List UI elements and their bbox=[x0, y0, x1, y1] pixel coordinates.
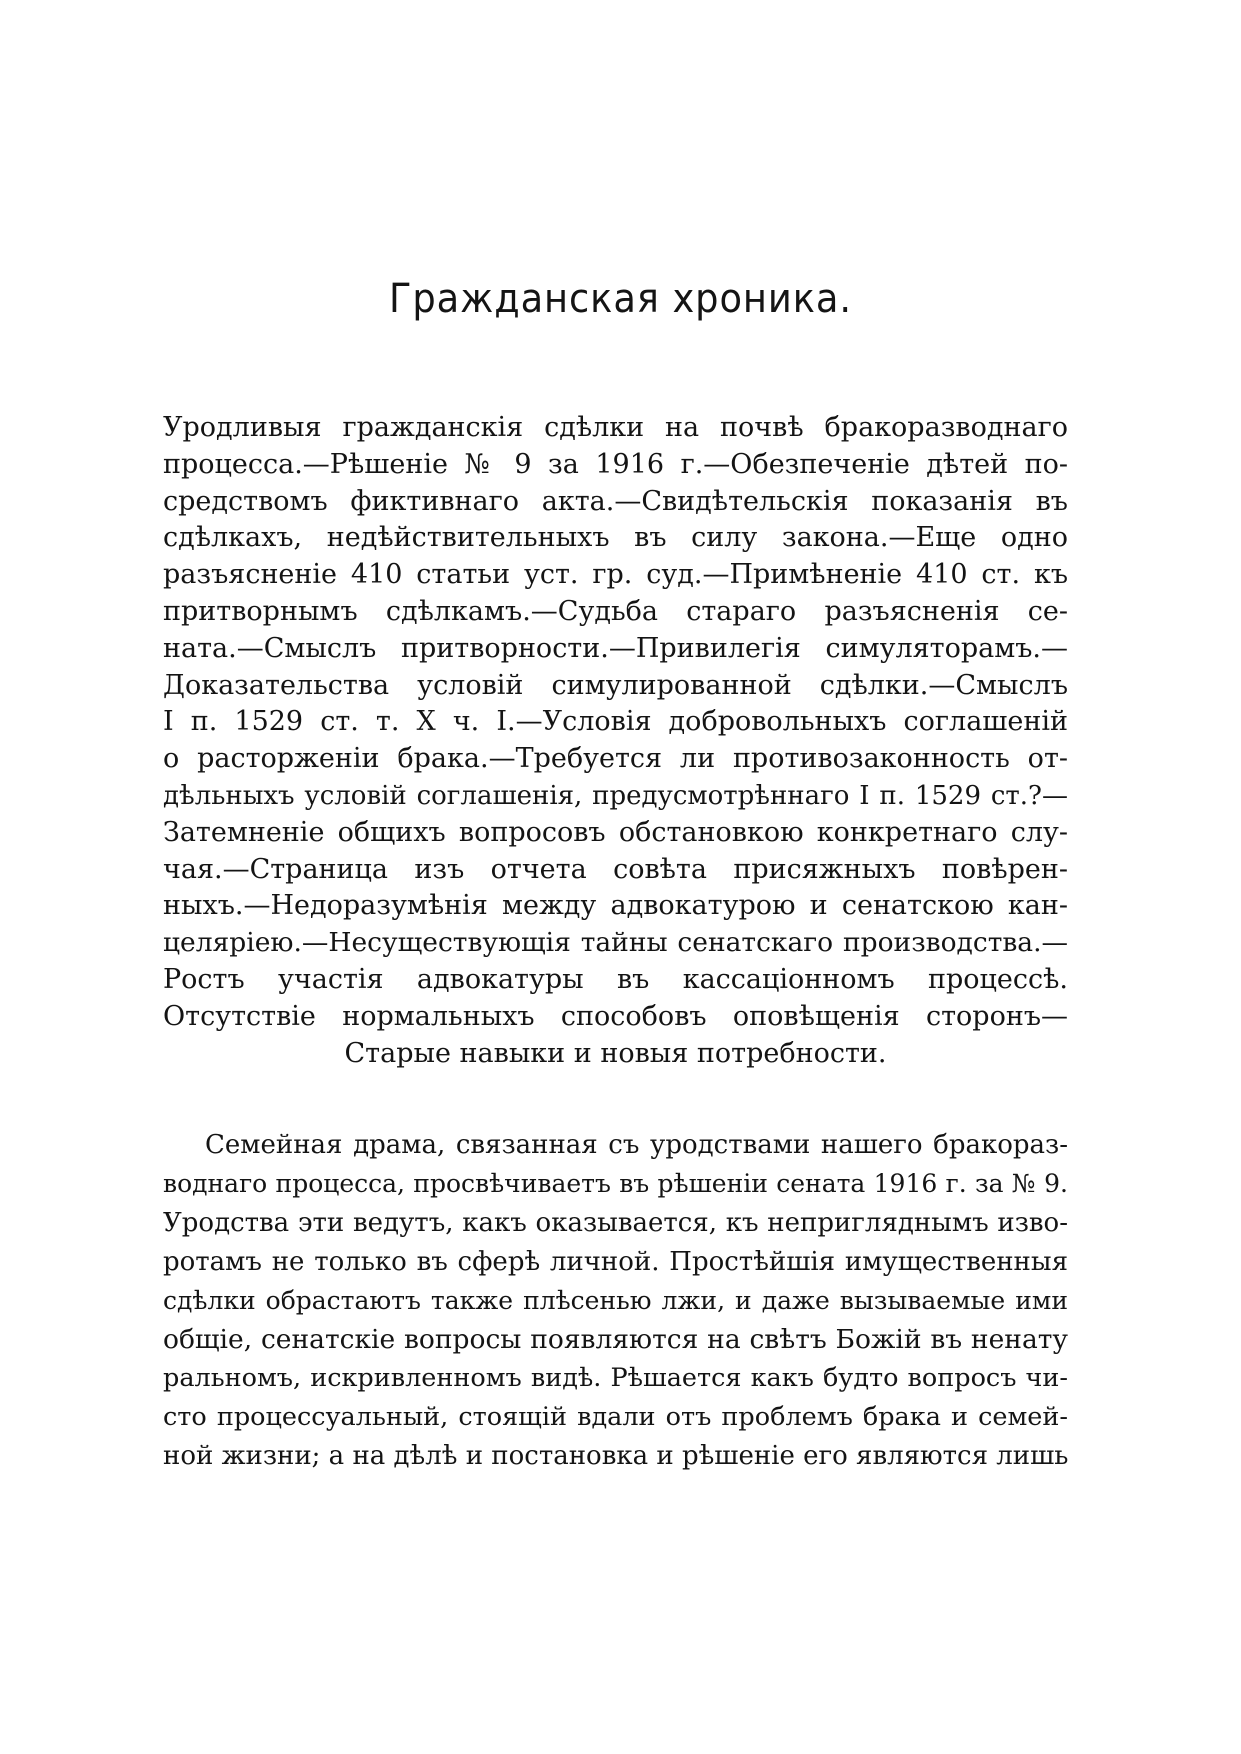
summary-line: чая.—Страница изъ отчета совѣта присяжныхъ повѣрен- bbox=[163, 853, 1068, 885]
summary-line: о расторженіи брака.—Требуется ли противозаконность от- bbox=[163, 743, 1068, 775]
chapter-summary bbox=[163, 410, 1068, 1072]
body-line: ральномъ, искривленномъ видѣ. Рѣшается какъ будто вопросъ чи- bbox=[163, 1363, 1068, 1394]
summary-line: ныхъ.—Недоразумѣнія между адвокатурою и сенатскою кан- bbox=[163, 890, 1068, 922]
summary-line: дѣльныхъ условій соглашенія, предусмотрѣннаго I п. 1529 ст.?— bbox=[163, 780, 1068, 811]
summary-line: сдѣлкахъ, недѣйствительныхъ въ силу закона.—Еще одно bbox=[163, 522, 1068, 554]
body-line: воднаго процесса, просвѣчиваетъ въ рѣшеніи сената 1916 г. за № 9. bbox=[163, 1168, 1068, 1198]
summary-last-line: Старые навыки и новыя потребности. bbox=[344, 1037, 887, 1069]
body-paragraph bbox=[163, 1126, 1068, 1476]
body-line: общіе, сенатскіе вопросы появляются на свѣтъ Божій въ ненату bbox=[163, 1323, 1068, 1355]
summary-line: притворнымъ сдѣлкамъ.—Судьба стараго разъясненія се- bbox=[163, 595, 1068, 627]
summary-line: средствомъ фиктивнаго акта.—Свидѣтельскія показанія въ bbox=[163, 485, 1068, 517]
body-line: Уродства эти ведутъ, какъ оказывается, къ непригляднымъ изво- bbox=[163, 1207, 1068, 1238]
body-line: сдѣлки обрастаютъ также плѣсенью лжи, и даже вызываемые ими bbox=[163, 1285, 1068, 1315]
summary-line: I п. 1529 ст. т. X ч. I.—Условія добровольныхъ соглашеній bbox=[163, 706, 1068, 738]
page-title: Гражданская хроника. bbox=[389, 276, 852, 322]
body-line: Семейная драма, связанная съ уродствами нашего бракораз- bbox=[205, 1130, 1068, 1160]
body-line: ной жизни; а на дѣлѣ и постановка и рѣшеніе его являются лишь bbox=[163, 1441, 1069, 1472]
summary-line: Уродливыя гражданскія сдѣлки на почвѣ бракоразводнаго bbox=[163, 412, 1068, 443]
body-line: сто процессуальный, стоящій вдали отъ проблемъ брака и семей- bbox=[163, 1402, 1068, 1433]
summary-line: целяріею.—Несуществующія тайны сенатскаго производства.— bbox=[163, 927, 1068, 959]
summary-line: Отсутствіе нормальныхъ способовъ оповѣщенія сторонъ— bbox=[163, 1000, 1068, 1032]
summary-line: разъясненіе 410 статьи уст. гр. суд.—Примѣненіе 410 ст. къ bbox=[163, 559, 1068, 591]
summary-line: Доказательства условій симулированной сдѣлки.—Смыслъ bbox=[163, 669, 1068, 701]
body-line: ротамъ не только въ сферѣ личной. Простѣйшія имущественныя bbox=[163, 1246, 1068, 1277]
summary-line: ната.—Смыслъ притворности.—Привилегія симуляторамъ.— bbox=[163, 632, 1068, 664]
summary-line: Затемненіе общихъ вопросовъ обстановкою конкретнаго слу- bbox=[163, 816, 1068, 848]
summary-line: процесса.—Рѣшеніе № 9 за 1916 г.—Обезпеченіе дѣтей по- bbox=[163, 448, 1068, 480]
summary-line: Ростъ участія адвокатуры въ кассаціонномъ процессѣ. bbox=[163, 963, 1068, 995]
